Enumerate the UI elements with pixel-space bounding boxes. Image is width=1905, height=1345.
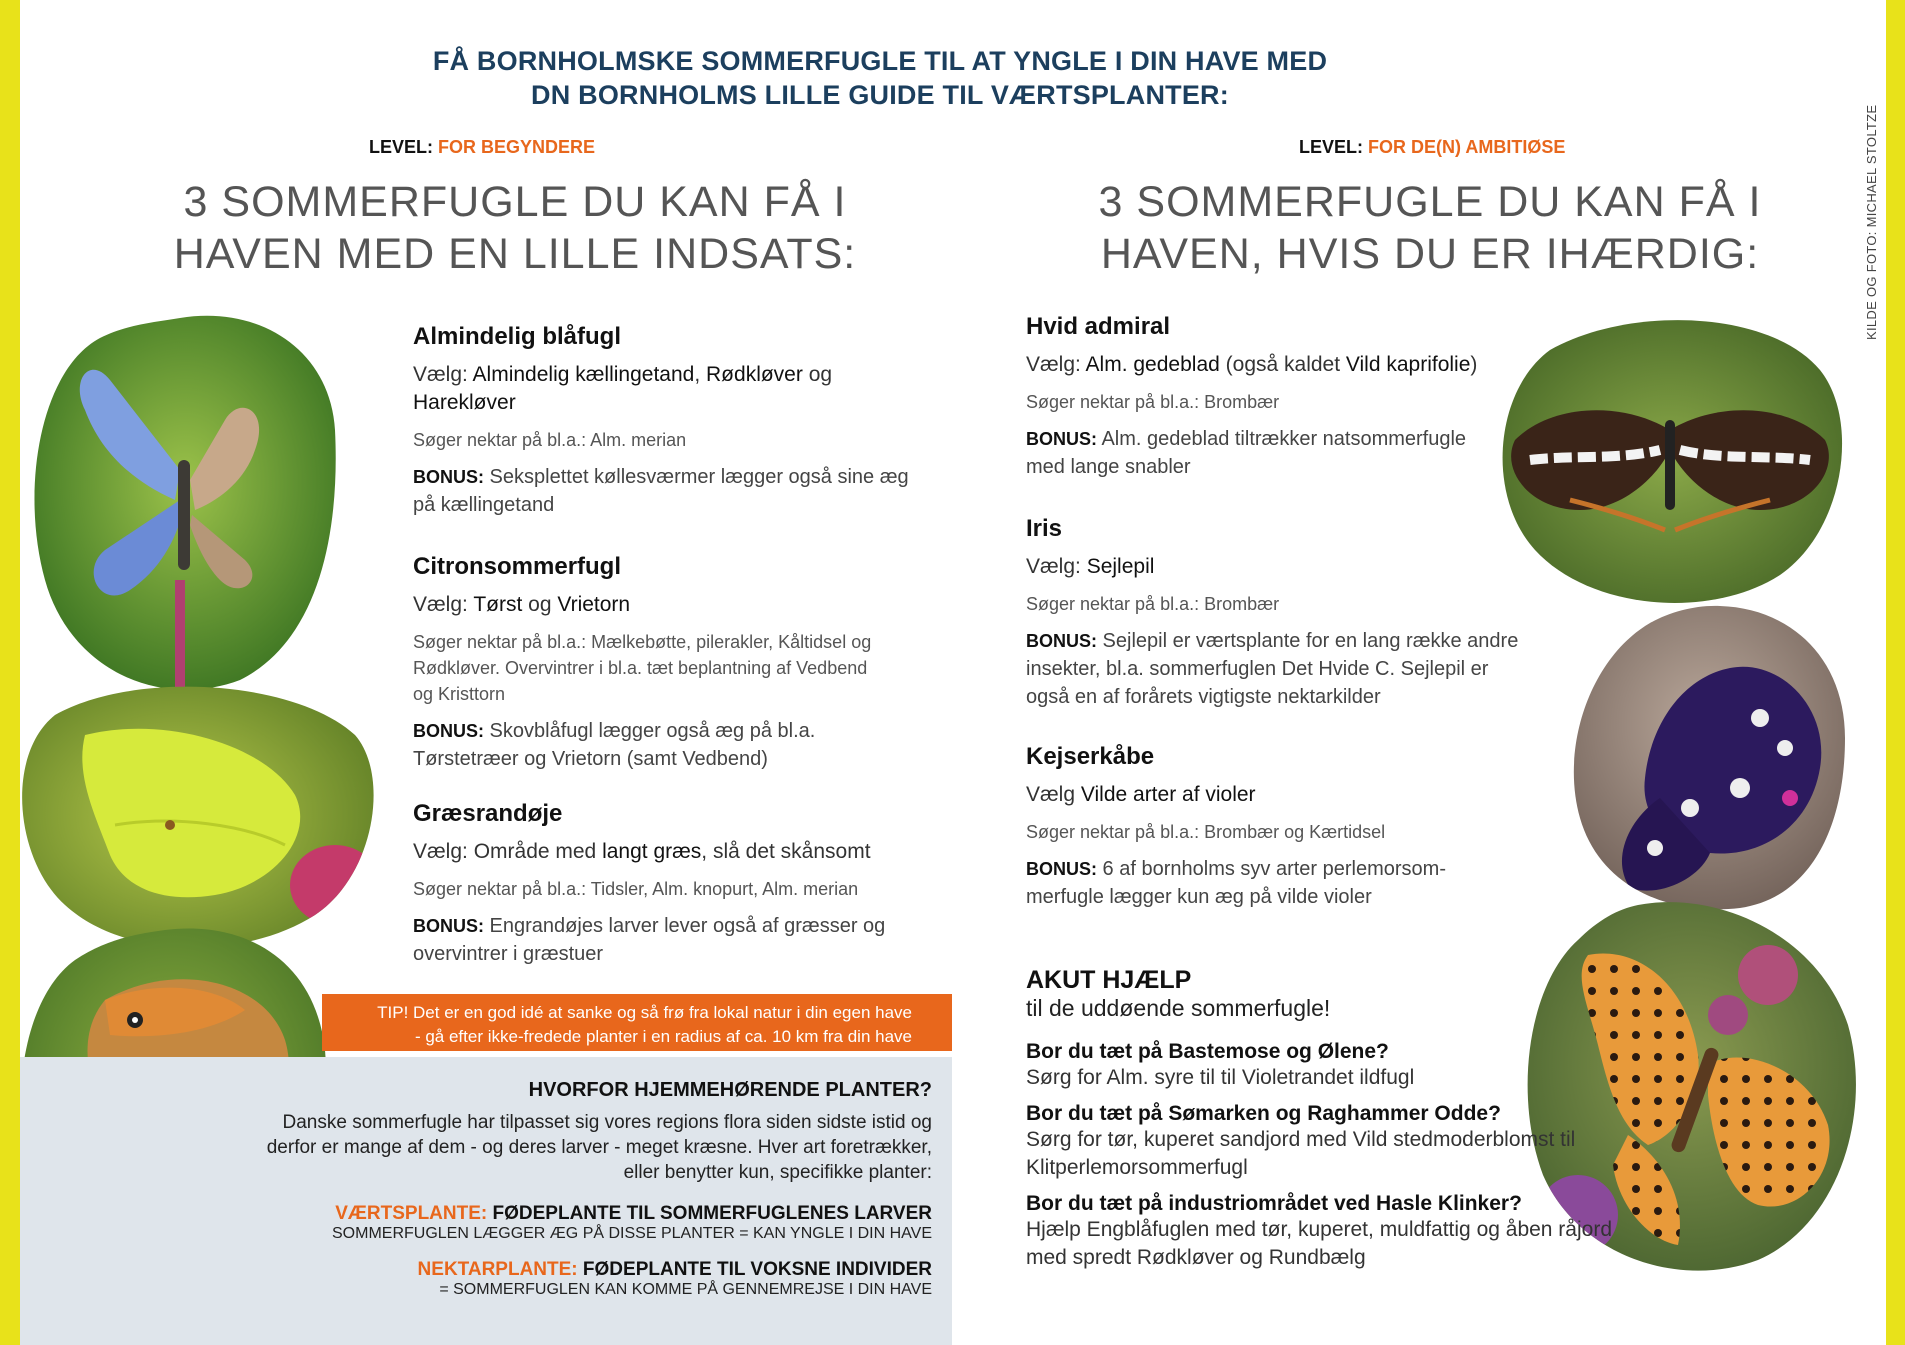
- species-brimstone: Citronsommerfugl Vælg: Tørst og Vrietorn Søger nektar på bl.a.: Mælkebøtte, pilerakler, Kåltidsel og Rødkløver. Overvintrer i bl.a. tæt beplantning af Vedbend og Kristtorn BONUS: Skovblåfugl lægger også æg på bl.a. Tørstetræer og Vrietorn (samt Vedbend): [413, 553, 872, 770]
- help-answer: Sørg for Alm. syre til til Violetrandet ildfugl: [1026, 1066, 1415, 1089]
- species-white-admiral: Hvid admiral Vælg: Alm. gedeblad (også kaldet Vild kaprifolie) Søger nektar på bl.a.: Brombær BONUS: Alm. gedeblad tiltrækker natsommerfugle med lange snabler: [1026, 313, 1478, 478]
- butterfly-photo-white-admiral: [1490, 310, 1850, 610]
- page-title: FÅ BORNHOLMSKE SOMMERFUGLE TIL AT YNGLE I DIN HAVE MED DN BORNHOLMS LILLE GUIDE TIL VÆRTSPLANTER:: [432, 46, 1328, 110]
- why-title: HVORFOR HJEMMEHØRENDE PLANTER?: [528, 1079, 932, 1101]
- species-silver-washed-fritillary: Kejserkåbe Vælg Vilde arter af violer Søger nektar på bl.a.: Brombær og Kærtidsel BONUS: 6 af bornholms syv arter perlemorsom-merfugle lægger kun æg på vilde violer: [1026, 743, 1447, 908]
- help-question: Bor du tæt på industriområdet ved Hasle Klinker?: [1026, 1192, 1522, 1215]
- butterfly-photo-brimstone: [15, 675, 380, 955]
- nectar-plant-sub: = SOMMERFUGLEN KAN KOMME PÅ GENNEMREJSE I DIN HAVE: [439, 1281, 932, 1298]
- urgent-help-section: [1026, 966, 1626, 1272]
- help-subtitle: til de uddøende sommerfugle!: [1026, 995, 1331, 1021]
- help-answer: Sørg for tør, kuperet sandjord med Vild stedmoderblomst til Klitperlemorsommerfugl: [1026, 1128, 1576, 1179]
- help-title: AKUT HJÆLP: [1026, 966, 1192, 994]
- host-plant-sub: SOMMERFUGLEN LÆGGER ÆG PÅ DISSE PLANTER = KAN YNGLE I DIN HAVE: [332, 1225, 932, 1242]
- help-question: Bor du tæt på Bastemose og Ølene?: [1026, 1040, 1389, 1063]
- why-body: Danske sommerfugle har tilpasset sig vores regions flora siden sidste istid og derfor er mange af dem - og deres larver - meget kræsne. Hver art foretrækker, eller benytter kun, specifikke planter:: [266, 1112, 932, 1183]
- level-ambitious: LEVEL: FOR DE(N) AMBITIØSE: [1299, 137, 1566, 157]
- host-plant-heading: VÆRTSPLANTE: FØDEPLANTE TIL SOMMERFUGLENES LARVER: [335, 1203, 932, 1224]
- level-beginner: LEVEL: FOR BEGYNDERE: [369, 137, 596, 157]
- help-question: Bor du tæt på Sømarken og Raghammer Odde?: [1026, 1102, 1501, 1125]
- species-purple-emperor: Iris Vælg: Sejlepil Søger nektar på bl.a.: Brombær BONUS: Sejlepil er værtsplante for en lang række andre insekter, bl.a. sommerfuglen Det Hvide C. Sejlepil er også en af forårets vigtigste nektarkilder: [1026, 515, 1519, 708]
- species-common-blue: Almindelig blåfugl Vælg: Almindelig kællingetand, Rødkløver og Harekløver Søger nektar på bl.a.: Alm. merian BONUS: Seksplettet køllesværmer lægger også sine æg på kællingetand: [413, 323, 909, 516]
- frame-right-bar: [1886, 0, 1905, 1345]
- left-heading: 3 SOMMERFUGLE DU KAN FÅ I HAVEN MED EN LILLE INDSATS:: [173, 178, 857, 278]
- tip-banner: TIP! Det er en god idé at sanke og så frø fra lokal natur i din egen have - gå efter ikke-fredede planter i en radius af ca. 10 km fra din have: [322, 994, 952, 1051]
- help-answer: Hjælp Engblåfuglen med tør, kuperet, muldfattig og åben råjord med spredt Rødkløver og Rundbælg: [1026, 1218, 1613, 1269]
- photo-credit: KILDE OG FOTO: MICHAEL STOLTZE: [1864, 104, 1879, 340]
- butterfly-photo-common-blue: [30, 310, 340, 695]
- right-heading: 3 SOMMERFUGLE DU KAN FÅ I HAVEN, HVIS DU ER IHÆRDIG:: [1098, 178, 1762, 278]
- species-meadow-brown: Græsrandøje Vælg: Område med langt græs, slå det skånsomt Søger nektar på bl.a.: Tidsler, Alm. knopurt, Alm. merian BONUS: Engrandøjes larver lever også af græsser og overvintrer i græstuer: [413, 800, 886, 965]
- nectar-plant-heading: NEKTARPLANTE: FØDEPLANTE TIL VOKSNE INDIVIDER: [417, 1259, 932, 1280]
- butterfly-photo-purple-emperor: [1560, 598, 1850, 913]
- why-native-plants-panel: [20, 1057, 952, 1345]
